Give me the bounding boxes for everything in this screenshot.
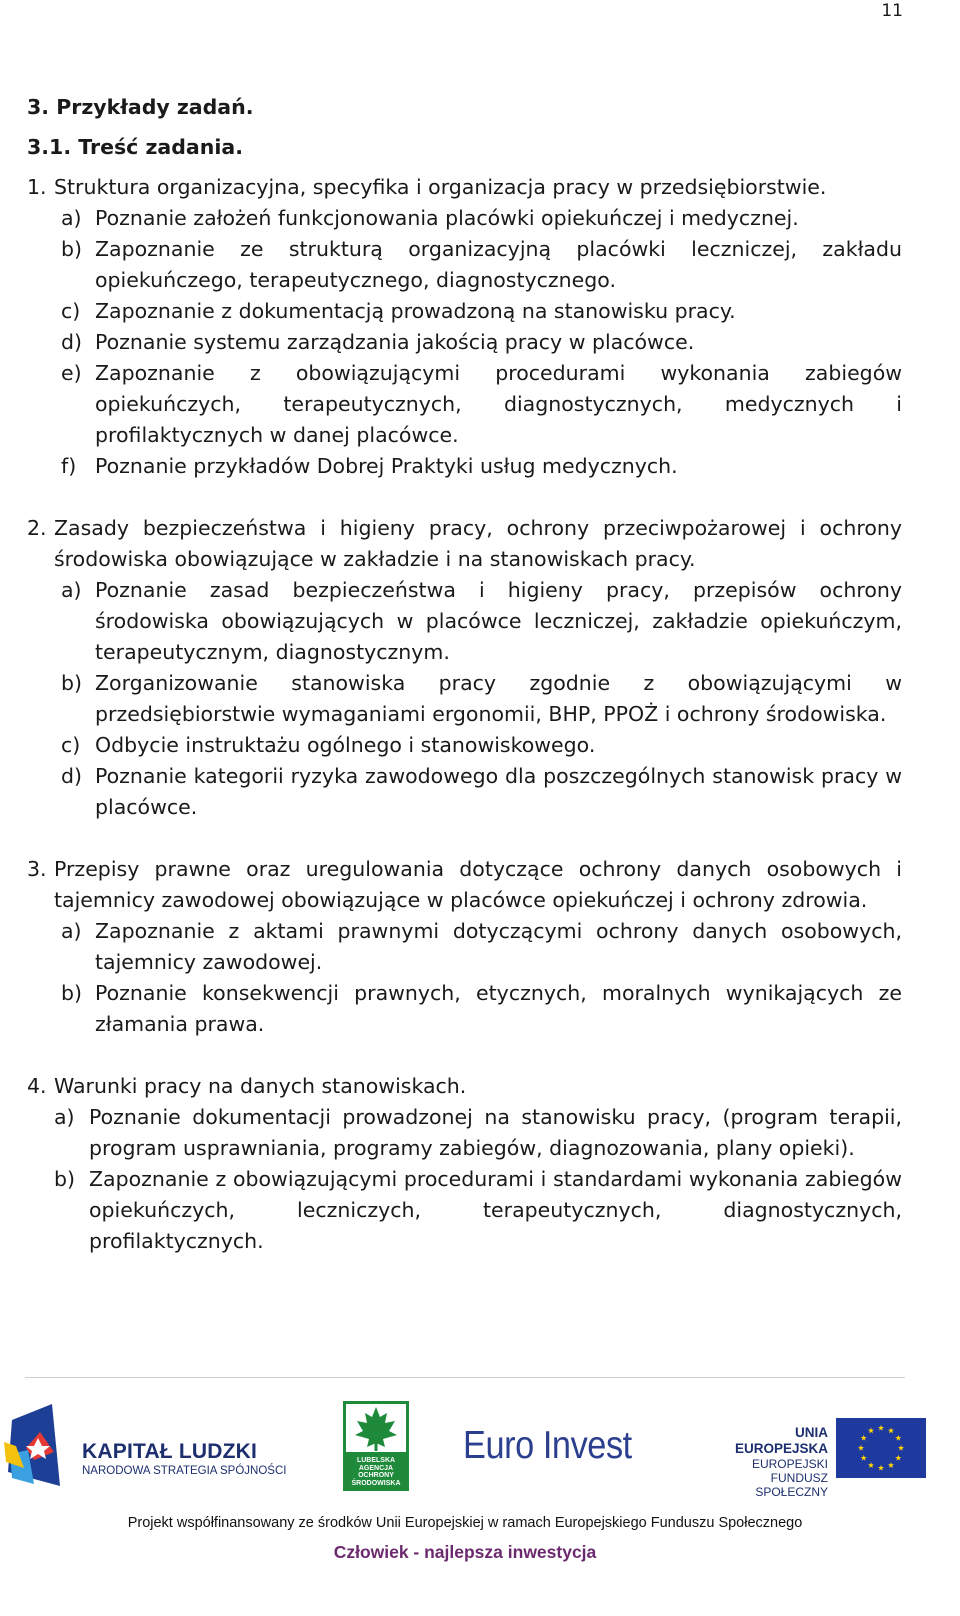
lubelska-line: ŚRODOWISKA — [351, 1479, 401, 1487]
item-text: Poznanie zasad bezpieczeństwa i higieny pracy, przepisów ochrony środowiska obowiązujących w placówce leczniczej, zakładzie opiekuńczym, terapeutycznym, diagnostycznym. — [95, 578, 902, 664]
section-number: 2. — [27, 516, 47, 540]
section-title — [27, 1071, 902, 1102]
page-number: 11 — [881, 1, 903, 21]
ue-line-2: EUROPEJSKI — [751, 1457, 828, 1471]
list-item — [61, 978, 902, 1040]
list-item — [61, 358, 902, 451]
list-item — [61, 761, 902, 823]
list-item — [61, 203, 902, 234]
section-1 — [27, 172, 902, 482]
item-text: Poznanie kategorii ryzyka zawodowego dla poszczególnych stanowisk pracy w placówce. — [95, 764, 902, 819]
section-title — [27, 513, 902, 575]
section-title-text: Przepisy prawne oraz uregulowania dotyczące ochrony danych osobowych i tajemnicy zawodowej obowiązujące w placówce opiekuńczej i ochrony zdrowia. — [54, 857, 902, 912]
section-title — [27, 172, 902, 203]
item-letter: a) — [54, 1105, 75, 1129]
section-2 — [27, 513, 902, 823]
item-letter: b) — [61, 671, 83, 695]
lubelska-agencja-text — [343, 1457, 409, 1487]
footer-cofinancing-note: Projekt współfinansowany ze środków Unii Europejskiej w ramach Europejskiego Funduszu Społecznego — [127, 1515, 803, 1531]
item-text: Zorganizowanie stanowiska pracy zgodnie z obowiązującymi w przedsiębiorstwie wymaganiami ergonomii, BHP, PPOŻ i ochrony środowiska. — [95, 671, 902, 726]
item-letter: b) — [61, 981, 83, 1005]
list-item — [61, 730, 902, 761]
footer-logos — [0, 1398, 960, 1498]
section-title-text: Zasady bezpieczeństwa i higieny pracy, ochrony przeciwpożarowej i ochrony środowiska obowiązujące w zakładzie i na stanowiskach pracy. — [54, 516, 902, 571]
kapital-ludzki-emblem-icon — [4, 1402, 74, 1490]
list-item — [61, 327, 902, 358]
lubelska-agencja-logo — [343, 1401, 409, 1491]
item-letter: b) — [54, 1167, 76, 1191]
kapital-ludzki-title: KAPITAŁ LUDZKI — [82, 1440, 258, 1463]
item-letter: e) — [61, 361, 82, 385]
item-letter: a) — [61, 919, 82, 943]
item-text: Odbycie instruktażu ogólnego i stanowiskowego. — [95, 733, 596, 757]
document-body — [27, 92, 902, 1257]
ue-line-1: UNIA EUROPEJSKA — [734, 1425, 828, 1456]
item-letter: c) — [61, 299, 81, 323]
section-items — [27, 916, 902, 1040]
list-item — [61, 451, 902, 482]
item-letter: d) — [61, 764, 83, 788]
item-text: Zapoznanie z obowiązującymi procedurami i standardami wykonania zabiegów opiekuńczych, leczniczych, terapeutycznych, diagnostycznych, profilaktycznych. — [89, 1167, 902, 1253]
lubelska-line: LUBELSKA — [356, 1457, 396, 1464]
list-item — [61, 916, 902, 978]
item-text: Poznanie przykładów Dobrej Praktyki usług medycznych. — [95, 454, 678, 478]
footer-slogan: Człowiek - najlepsza inwestycja — [333, 1542, 597, 1562]
list-item — [54, 1102, 902, 1164]
list-item — [61, 296, 902, 327]
section-3 — [27, 854, 902, 1040]
item-letter: a) — [61, 578, 82, 602]
lubelska-line: AGENCJA — [358, 1464, 394, 1472]
footer-divider — [25, 1377, 905, 1378]
section-items — [27, 1102, 902, 1257]
section-title — [27, 854, 902, 916]
section-items — [27, 203, 902, 482]
lubelska-line: OCHRONY — [358, 1472, 394, 1479]
item-letter: a) — [61, 206, 82, 230]
item-text: Poznanie konsekwencji prawnych, etycznych, moralnych wynikających ze złamania prawa. — [95, 981, 902, 1036]
list-item — [61, 234, 902, 296]
list-item — [61, 575, 902, 668]
list-item — [54, 1164, 902, 1257]
list-item — [61, 668, 902, 730]
heading-task-content: 3.1. Treść zadania. — [27, 135, 243, 159]
section-number: 1. — [27, 175, 47, 199]
section-number: 3. — [27, 857, 47, 881]
kapital-ludzki-subtitle: NARODOWA STRATEGIA SPÓJNOŚCI — [82, 1465, 287, 1477]
item-letter: f) — [61, 454, 77, 478]
eu-flag-icon — [836, 1418, 926, 1478]
section-4 — [27, 1071, 902, 1257]
item-text: Zapoznanie ze strukturą organizacyjną placówki leczniczej, zakładu opiekuńczego, terapeutycznego, diagnostycznego. — [95, 237, 902, 292]
heading-examples: 3. Przykłady zadań. — [27, 95, 254, 119]
euro-invest-logo: Euro Invest — [463, 1424, 632, 1467]
item-text: Poznanie założeń funkcjonowania placówki opiekuńczej i medycznej. — [95, 206, 799, 230]
ue-line-3: FUNDUSZ SPOŁECZNY — [755, 1471, 828, 1499]
section-title-text: Warunki pracy na danych stanowiskach. — [54, 1074, 467, 1098]
item-text: Poznanie systemu zarządzania jakością pracy w placówce. — [95, 330, 695, 354]
unia-europejska-logo-text — [700, 1425, 828, 1499]
item-text: Zapoznanie z aktami prawnymi dotyczącymi ochrony danych osobowych, tajemnicy zawodowej. — [95, 919, 902, 974]
section-number: 4. — [27, 1074, 47, 1098]
item-text: Poznanie dokumentacji prowadzonej na stanowisku pracy, (program terapii, program usprawniania, programy zabiegów, diagnozowania, plany opieki). — [89, 1105, 902, 1160]
item-letter: d) — [61, 330, 83, 354]
item-letter: b) — [61, 237, 83, 261]
section-items — [27, 575, 902, 823]
item-text: Zapoznanie z obowiązującymi procedurami wykonania zabiegów opiekuńczych, terapeutycznych, diagnostycznych, medycznych i profilaktycznych w danej placówce. — [95, 361, 902, 447]
kapital-ludzki-logo — [4, 1402, 294, 1492]
item-text: Zapoznanie z dokumentacją prowadzoną na stanowisku pracy. — [95, 299, 736, 323]
item-letter: c) — [61, 733, 81, 757]
section-title-text: Struktura organizacyjna, specyfika i organizacja pracy w przedsiębiorstwie. — [54, 175, 827, 199]
